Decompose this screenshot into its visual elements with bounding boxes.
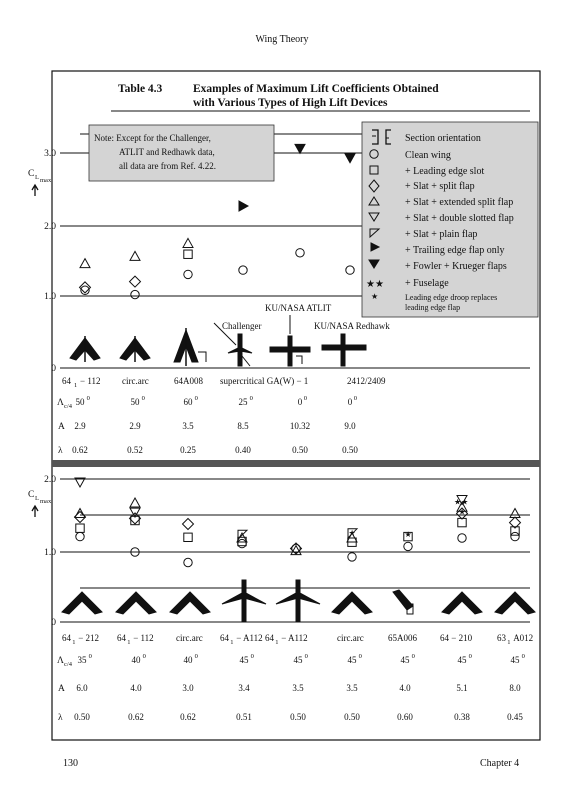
top-planform-4: [228, 334, 252, 366]
top-airfoil-label-2: circ.arc: [122, 376, 149, 386]
bottom-sweep-unit-6: 0: [358, 653, 362, 660]
top-lambda-4: 0.40: [235, 445, 251, 455]
top-lambda-5: 0.50: [292, 445, 308, 455]
bottom-lambda-9: 0.45: [507, 712, 523, 722]
bottom-sweep-unit-2: 0: [142, 653, 146, 660]
svg-text:circ.arc: circ.arc: [337, 633, 364, 643]
bottom-sweep-3: 40: [183, 655, 193, 665]
top-tick-3: 3.0: [44, 149, 56, 159]
svg-text:L: L: [35, 174, 39, 181]
top-planform-1: [70, 336, 100, 362]
bottom-planforms: [62, 580, 535, 622]
bottom-airfoil-label-1: [62, 633, 99, 646]
bottom-row-A: [76, 683, 521, 693]
panel2-marker-circle-4: [238, 539, 246, 547]
bottom-airfoil-label-2: [117, 633, 154, 646]
legend-label-9: + Fuselage: [405, 278, 449, 289]
top-sweep-unit-3: 0: [194, 395, 198, 402]
top-row-lambda-label: λ: [58, 446, 63, 456]
bottom-airfoil-label-8: [440, 633, 473, 643]
svg-text:− A112: − A112: [281, 633, 308, 643]
panel2-marker-diamond-3: [183, 519, 194, 530]
top-airfoil-label-4: supercritical GA(W) − 1: [220, 376, 309, 386]
bottom-sweep-unit-3: 0: [194, 653, 198, 660]
bottom-sweep-8: 45: [457, 655, 467, 665]
chapter-label: Chapter 4: [480, 758, 520, 769]
panel-divider: [52, 460, 540, 467]
bottom-airfoil-label-5: [265, 633, 308, 646]
top-lambda-1: 0.62: [72, 445, 88, 455]
svg-text:1: 1: [275, 639, 279, 646]
svg-text:1: 1: [74, 382, 78, 389]
bottom-A-3: 3.0: [182, 683, 194, 693]
svg-text:64: 64: [117, 633, 126, 643]
label-atlit: KU/NASA ATLIT: [265, 303, 332, 313]
svg-text:64: 64: [62, 633, 71, 643]
bottom-lambda-7: 0.60: [397, 712, 413, 722]
svg-text:− 212: − 212: [78, 633, 100, 643]
bottom-A-6: 3.5: [346, 683, 358, 693]
bottom-planform-8: [442, 592, 482, 614]
svg-text:− 112: − 112: [133, 633, 154, 643]
bottom-planform-3: [170, 592, 210, 614]
svg-text:65A006: 65A006: [388, 633, 417, 643]
bottom-tick-1: 1.0: [44, 548, 56, 558]
legend-label-1: Clean wing: [405, 150, 451, 161]
panel1-marker-square-3: [184, 250, 192, 258]
top-sweep-unit-5: 0: [303, 395, 308, 402]
panel2-marker-circle-3: [184, 558, 192, 566]
svg-text:Λ: Λ: [57, 398, 64, 408]
bottom-sweep-unit-8: 0: [468, 653, 472, 660]
legend-label-5: + Slat + double slotted flap: [405, 213, 514, 224]
svg-text:max: max: [40, 177, 52, 184]
top-A-4: 8.5: [237, 421, 249, 431]
top-airfoil-label-5: 2412/2409: [347, 376, 386, 386]
legend-label-8: + Fowler + Krueger flaps: [405, 261, 507, 272]
top-sweep-4: 25: [238, 397, 248, 407]
top-A-5: 10.32: [289, 421, 311, 431]
svg-text:− A112: − A112: [236, 633, 263, 643]
panel2-marker-flag-4: [238, 530, 247, 539]
bottom-airfoil-label-3: [176, 633, 203, 643]
bottom-sweep-9: 45: [510, 655, 520, 665]
bottom-A-8: 5.1: [456, 683, 468, 693]
top-A-3: 3.5: [182, 421, 194, 431]
panel2-marker-circle-7: [404, 542, 412, 550]
axis-arrow-icon: [32, 506, 38, 517]
top-row-sweep-label: [57, 398, 73, 410]
top-airfoil-label-1: [62, 376, 101, 389]
panel2-marker-double-star-8: ★★: [454, 497, 469, 507]
panel2-marker-circle-6: [348, 553, 356, 561]
bottom-sweep-4: 45: [239, 655, 249, 665]
panel2-marker-square-3: [184, 533, 192, 541]
bottom-row-A-label: A: [58, 684, 65, 694]
legend-label-4: + Slat + extended split flap: [405, 197, 514, 208]
bottom-sweep-unit-7: 0: [411, 653, 415, 660]
panel2-marker-triangle-up-9: [510, 509, 520, 518]
svg-text:c/4: c/4: [64, 661, 72, 668]
bottom-row-sweep-label: [57, 656, 73, 668]
panel2-marker-star-7: ★: [404, 529, 412, 539]
top-sweep-3: 60: [183, 397, 193, 407]
label-challenger: Challenger: [222, 321, 262, 331]
top-sweep-unit-2: 0: [141, 395, 145, 402]
bottom-lambda-6: 0.50: [344, 712, 360, 722]
panel2-marker-star-6: ★: [348, 528, 356, 538]
svg-text:C: C: [28, 490, 35, 500]
bottom-planform-6: [332, 592, 372, 614]
bottom-lambda-2: 0.62: [128, 712, 144, 722]
legend-label-10a: Leading edge droop replaces: [405, 293, 498, 302]
top-row-A-label: A: [58, 422, 65, 432]
bottom-sweep-7: 45: [400, 655, 410, 665]
svg-text:C: C: [28, 169, 35, 179]
legend-label-2: + Leading edge slot: [405, 166, 485, 177]
svg-text:1: 1: [507, 639, 511, 646]
top-A-1: 2.9: [74, 421, 86, 431]
panel1-marker-triangle-right-filled-4: [239, 201, 248, 211]
bottom-planform-7: [393, 590, 413, 614]
table-title-line1: Examples of Maximum Lift Coefficients Obtained: [193, 83, 439, 95]
bottom-sweep-unit-9: 0: [521, 653, 525, 660]
bottom-sweep-1: 35: [77, 655, 87, 665]
bottom-airfoil-label-4: [220, 633, 263, 646]
bottom-A-4: 3.4: [238, 683, 250, 693]
bottom-planform-2: [116, 592, 156, 614]
panel1-marker-triangle-up-1: [80, 259, 90, 268]
svg-text:max: max: [40, 498, 52, 505]
top-tick-0: 0: [51, 364, 56, 374]
top-row-lambda: [72, 445, 358, 455]
bottom-lambda-1: 0.50: [74, 712, 90, 722]
top-lambda-2: 0.52: [127, 445, 143, 455]
bottom-row-sweep: [78, 653, 525, 665]
bottom-planform-1: [62, 592, 102, 614]
bottom-sweep-unit-4: 0: [250, 653, 254, 660]
bottom-sweep-6: 45: [347, 655, 357, 665]
page-number: 130: [63, 758, 78, 769]
svg-text:Λ: Λ: [57, 656, 64, 666]
top-sweep-5: 0: [297, 397, 303, 407]
top-airfoil-label-3: 64A008: [174, 376, 203, 386]
top-sweep-unit-6: 0: [353, 395, 358, 402]
double-star-icon: ★★: [366, 279, 384, 290]
panel1-marker-diamond-2: [130, 276, 141, 287]
panel1-marker-circle-2: [131, 290, 139, 298]
panel2-marker-circle-1: [76, 532, 84, 540]
legend-label-3: + Slat + split flap: [405, 181, 475, 192]
panel2-marker-triangle-up-2: [130, 498, 140, 507]
svg-text:64 − 210: 64 − 210: [440, 633, 473, 643]
bottom-A-1: 6.0: [76, 683, 88, 693]
panel2-marker-triangle-up-1: [75, 509, 85, 518]
legend: [362, 122, 538, 317]
svg-text:A012: A012: [513, 633, 534, 643]
top-A-2: 2.9: [129, 421, 141, 431]
panel2-marker-circle-8: [458, 534, 466, 542]
panel1-marker-triangle-up-2: [130, 251, 140, 260]
svg-text:1: 1: [127, 639, 131, 646]
svg-text:circ.arc: circ.arc: [176, 633, 203, 643]
panel2-marker-star-8: ★: [458, 507, 466, 517]
legend-label-7: + Trailing edge flap only: [405, 245, 505, 256]
table-title-line2: with Various Types of High Lift Devices: [193, 97, 388, 109]
bottom-A-7: 4.0: [399, 683, 411, 693]
bottom-row-lambda-label: λ: [58, 713, 63, 723]
panel1-marker-circle-3: [184, 270, 192, 278]
note-box: [89, 125, 274, 181]
svg-text:− 112: − 112: [80, 376, 101, 386]
svg-text:1: 1: [230, 639, 234, 646]
bottom-sweep-unit-5: 0: [304, 653, 308, 660]
bottom-A-5: 3.5: [292, 683, 304, 693]
star-icon: ★: [371, 292, 379, 301]
panel1-marker-triangle-down-filled-6: [345, 154, 355, 163]
bottom-lambda-8: 0.38: [454, 712, 470, 722]
table-number: Table 4.3: [118, 83, 163, 95]
svg-text:ATLIT and Redhawk data,: ATLIT and Redhawk data,: [119, 147, 215, 157]
top-sweep-unit-1: 0: [86, 395, 90, 402]
axis-arrow-icon: [32, 185, 38, 196]
svg-text:64: 64: [62, 376, 71, 386]
top-axis-label: [28, 169, 52, 196]
panel1-marker-circle-5: [296, 249, 304, 257]
legend-label-0: Section orientation: [405, 133, 481, 144]
label-redhawk: KU/NASA Redhawk: [314, 321, 390, 331]
bottom-row-lambda: [74, 712, 523, 722]
bottom-sweep-5: 45: [293, 655, 303, 665]
svg-text:64: 64: [220, 633, 229, 643]
svg-text:c/4: c/4: [64, 403, 72, 410]
top-A-6: 9.0: [344, 421, 356, 431]
bottom-lambda-3: 0.62: [180, 712, 196, 722]
top-row-sweep: [76, 395, 358, 407]
bottom-A-2: 4.0: [130, 683, 142, 693]
panel1-marker-circle-4: [239, 266, 247, 274]
panel2-marker-circle-9: [511, 532, 519, 540]
bottom-tick-2: 2.0: [44, 475, 56, 485]
svg-text:64: 64: [265, 633, 274, 643]
svg-text:Note: Except for the Challeng: Note: Except for the Challenger,: [94, 133, 211, 143]
bottom-tick-0: 0: [51, 618, 56, 628]
top-lambda-6: 0.50: [342, 445, 358, 455]
top-planform-6: [322, 334, 366, 366]
bottom-planform-4: [222, 580, 266, 622]
bottom-airfoil-label-6: [337, 633, 364, 643]
top-tick-1: 1.0: [44, 292, 56, 302]
top-lambda-3: 0.25: [180, 445, 196, 455]
svg-text:1: 1: [72, 639, 76, 646]
bottom-planform-5: [276, 580, 320, 622]
running-header: Wing Theory: [255, 34, 309, 45]
bottom-planform-9: [495, 592, 535, 614]
top-planform-5: [270, 336, 310, 366]
bottom-axis-label: [28, 490, 52, 517]
bottom-lambda-4: 0.51: [236, 712, 252, 722]
bottom-airfoil-labels: [62, 633, 533, 646]
svg-text:L: L: [35, 495, 39, 502]
top-sweep-unit-4: 0: [249, 395, 253, 402]
panel1-marker-triangle-up-3: [183, 238, 193, 247]
legend-label-6: + Slat + plain flap: [405, 229, 478, 240]
legend-label-10b: leading edge flap: [405, 303, 461, 312]
top-sweep-6: 0: [347, 397, 353, 407]
bottom-lambda-5: 0.50: [290, 712, 306, 722]
panel2-marker-square-1: [76, 524, 84, 532]
top-planform-3: [174, 328, 206, 366]
top-sweep-2: 50: [130, 397, 140, 407]
svg-text:all data are from Ref. 4.22.: all data are from Ref. 4.22.: [119, 161, 216, 171]
bottom-airfoil-label-7: [388, 633, 417, 643]
top-sweep-1: 50: [75, 397, 85, 407]
bottom-sweep-2: 40: [131, 655, 141, 665]
top-row-A: [74, 421, 356, 431]
top-planform-2: [120, 336, 150, 362]
svg-text:63: 63: [497, 633, 506, 643]
bottom-A-9: 8.0: [509, 683, 521, 693]
bottom-sweep-unit-1: 0: [88, 653, 92, 660]
bottom-airfoil-label-9: [497, 633, 533, 646]
top-tick-2: 2.0: [44, 222, 56, 232]
panel1-marker-triangle-down-filled-5: [295, 144, 305, 153]
panel1-marker-circle-6: [346, 266, 354, 274]
